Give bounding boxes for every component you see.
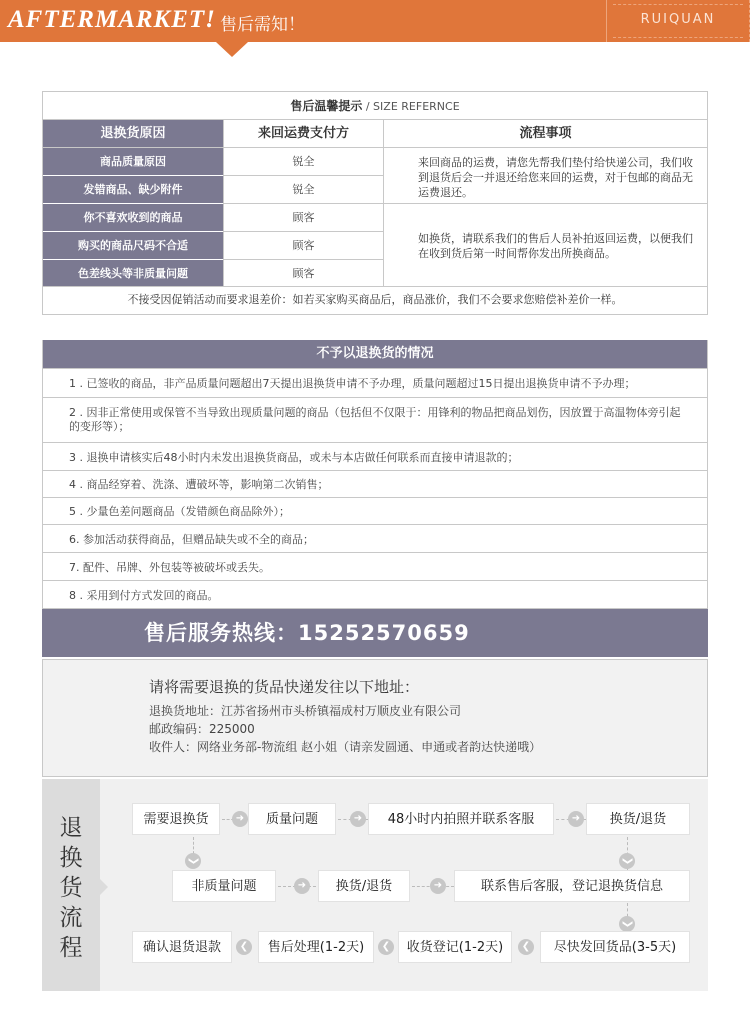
step-exchange-return-1: 换货/退货 <box>586 803 690 835</box>
exclusion-item: 1 . 已签收的商品，非产品质量问题超出7天提出退换货申请不予办理，质量问题超过15日提出退换货申请不予办理； <box>43 368 707 397</box>
exclusion-item: 4 . 商品经穿着、洗涤、遭破坏等，影响第二次销售； <box>43 470 707 497</box>
step-register-info: 联系售后客服，登记退换货信息 <box>454 870 690 902</box>
arrow-left-icon: ❮ <box>518 939 534 955</box>
process-side-label <box>42 779 100 991</box>
step-photo-contact: 48小时内拍照并联系客服 <box>368 803 554 835</box>
postcode-line: 邮政编码：225000 <box>149 722 255 736</box>
header-subtitle: 售后需知！ <box>220 15 305 35</box>
address-box <box>42 659 708 777</box>
policy-table-footer: 不接受因促销活动而要求退差价：如若买家购买商品后，商品涨价，我们不会要求您赔偿补差价一样。 <box>43 286 707 314</box>
arrow-right-icon: ➜ <box>430 878 446 894</box>
address-title: 请将需要退换的货品快递发往以下地址： <box>149 678 420 696</box>
header-title: AFTERMARKET! <box>8 6 216 33</box>
exclusion-item: 2 . 因非正常使用或保管不当导致出现质量问题的商品（包括但不仅限于：用锋利的物品把商品划伤，因放置于高温物体旁引起的变形等）； <box>43 397 707 442</box>
hotline-number[interactable]: 15252570659 <box>298 621 470 645</box>
process-note-b: 如换货，请联系我们的售后人员补拍返回运费，以便我们在收到货后第一时间帮你发出所换商品。 <box>383 204 707 286</box>
step-ship-back: 尽快发回货品(3-5天) <box>540 931 690 963</box>
process-note-a: 来回商品的运费，请您先帮我们垫付给快递公司，我们收到退货后会一并退还给您来回的运费，对于包邮的商品无运费退还。 <box>383 148 707 204</box>
reason-cell: 你不喜欢收到的商品 <box>43 204 223 232</box>
reason-cell: 商品质量原因 <box>43 148 223 176</box>
arrow-right-icon: ➜ <box>350 811 366 827</box>
exclusion-item: 8 . 采用到付方式发回的商品。 <box>43 580 707 608</box>
side-char: 货 <box>59 875 83 901</box>
payer-cell: 顾客 <box>223 232 383 260</box>
step-need-return: 需要退换货 <box>132 803 220 835</box>
arrow-left-icon: ❮ <box>236 939 252 955</box>
step-aftersale-processing: 售后处理(1-2天) <box>258 931 374 963</box>
arrow-down-icon: ❯ <box>619 853 635 869</box>
exclusions-title: 不予以退换货的情况 <box>43 340 707 368</box>
exclusion-item: 7. 配件、吊牌、外包装等被破坏或丢失。 <box>43 552 707 580</box>
caption-cn: 售后温馨提示 <box>290 99 363 113</box>
side-char: 退 <box>59 815 83 841</box>
arrow-right-icon: ➜ <box>568 811 584 827</box>
arrow-down-icon: ❯ <box>185 853 201 869</box>
policy-table <box>42 91 708 315</box>
side-char: 流 <box>59 905 83 931</box>
reason-cell: 发错商品、缺少附件 <box>43 176 223 204</box>
reason-cell: 购买的商品尺码不合适 <box>43 232 223 260</box>
step-exchange-return-2: 换货/退货 <box>318 870 410 902</box>
payer-cell: 锐全 <box>223 176 383 204</box>
exclusion-item: 3 . 退换申请核实后48小时内未发出退换货商品，或未与本店做任何联系而直接申请退款的； <box>43 442 707 470</box>
header-pointer <box>216 42 248 57</box>
payer-cell: 锐全 <box>223 148 383 176</box>
return-process-section <box>42 779 708 991</box>
exclusion-item: 6. 参加活动获得商品，但赠品缺失或不全的商品； <box>43 524 707 552</box>
side-char: 程 <box>59 935 83 961</box>
header-bar <box>0 0 750 42</box>
side-pointer <box>100 879 108 895</box>
recipient-line: 收件人：网络业务部-物流组 赵小姐（请亲发圆通、申通或者韵达快递哦） <box>149 740 542 754</box>
address-line: 退换货地址：江苏省扬州市头桥镇福成村万顺皮业有限公司 <box>149 704 462 718</box>
col-header-reason: 退换货原因 <box>43 120 223 148</box>
brand-label: RUIQUAN <box>606 0 750 42</box>
step-receipt-register: 收货登记(1-2天) <box>398 931 512 963</box>
step-non-quality: 非质量问题 <box>172 870 276 902</box>
exclusions-section <box>42 340 708 609</box>
policy-table-caption <box>43 92 707 120</box>
reason-cell: 色差线头等非质量问题 <box>43 260 223 286</box>
policy-table-grid <box>43 120 707 286</box>
payer-cell: 顾客 <box>223 260 383 286</box>
arrow-left-icon: ❮ <box>378 939 394 955</box>
col-header-process: 流程事项 <box>383 120 707 148</box>
payer-cell: 顾客 <box>223 204 383 232</box>
arrow-right-icon: ➜ <box>294 878 310 894</box>
hotline-label: 售后服务热线： <box>144 621 298 645</box>
hotline-bar <box>42 609 708 657</box>
arrow-down-icon: ❯ <box>619 916 635 932</box>
arrow-right-icon: ➜ <box>232 811 248 827</box>
side-char: 换 <box>59 845 83 871</box>
col-header-payer: 来回运费支付方 <box>223 120 383 148</box>
caption-en: / SIZE REFERNCE <box>362 100 460 113</box>
step-confirm-refund: 确认退货退款 <box>132 931 232 963</box>
step-quality-issue: 质量问题 <box>248 803 336 835</box>
exclusion-item: 5 . 少量色差问题商品（发错颜色商品除外）； <box>43 497 707 524</box>
